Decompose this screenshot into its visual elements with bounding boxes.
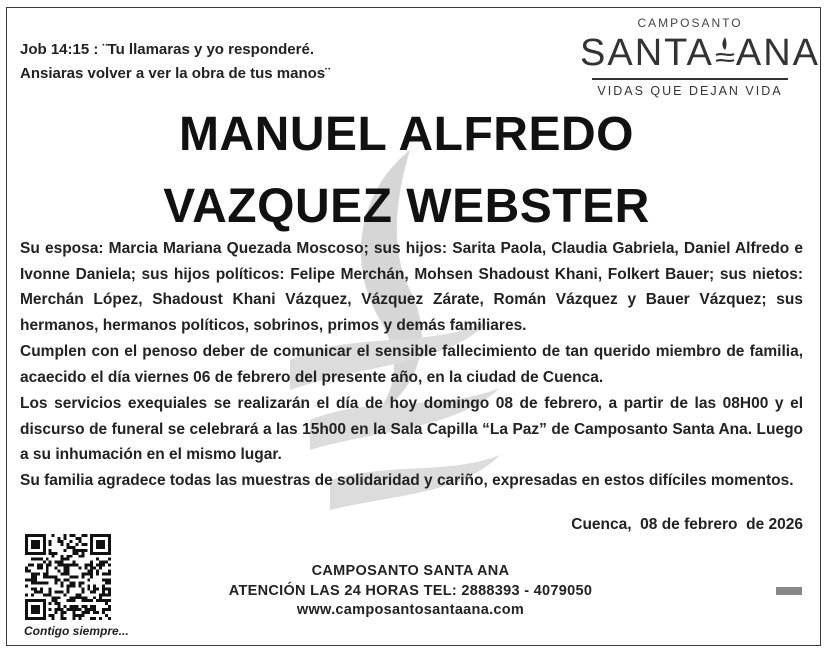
logo-brand xyxy=(580,32,821,74)
family-paragraph: Su esposa: Marcia Mariana Quezada Moscoso; sus hijos: Sarita Paola, Claudia Gabriela, Daniel Alfredo e Ivonne Daniela; sus hijos políticos: Felipe Merchán, Mohsen Shadoust Khani, Folkert Bauer; sus nietos: Merchán López, Shadoust Khani Vázquez, Vázquez Zárate, Román Vázquez y Bauer Vázquez; sus hermanos, hermanos políticos, sobrinos, primos y demás familiares. xyxy=(20,240,803,334)
quote-line-1: Job 14:15 : ¨Tu llamaras y yo responderé. xyxy=(20,41,314,58)
logo-tagline: VIDAS QUE DEJAN VIDA xyxy=(597,84,783,98)
footer-website: www.camposantosantaana.com xyxy=(296,602,525,618)
services-paragraph: Los servicios exequiales se realizarán el día de hoy domingo 08 de febrero, a partir de las 08H00 y el discurso de funeral se celebrará a las 15h00 en la Sala Capilla “La Paz” de Camposanto Santa Ana. Luego a su inhumación en el mismo lugar. xyxy=(20,395,803,463)
deceased-name-line-1: MANUEL ALFREDO xyxy=(179,108,634,161)
motto: Contigo siempre... xyxy=(24,624,129,638)
camposanto-logo xyxy=(580,12,821,112)
logo-brand-left: SANTA xyxy=(580,32,714,74)
footer-company-name: CAMPOSANTO SANTA ANA xyxy=(311,563,510,579)
flame-icon xyxy=(714,35,736,69)
announcement-paragraph: Cumplen con el penoso deber de comunicar el sensible fallecimiento de tan querido miembro de familia, acaecido el día viernes 06 de febrero del presente año, en la ciudad de Cuenca. xyxy=(20,343,803,386)
logo-divider xyxy=(592,78,788,80)
dateline: Cuenca, 08 de febrero de 2026 xyxy=(571,516,803,533)
deceased-name-line-2: VAZQUEZ WEBSTER xyxy=(163,180,650,233)
quote-line-2: Ansiaras volver a ver la obra de tus manos¨ xyxy=(20,65,331,82)
footer-phones: ATENCIÓN LAS 24 HORAS TEL: 2888393 - 4079050 xyxy=(228,583,593,599)
gray-marker xyxy=(776,587,802,595)
thanks-paragraph: Su familia agradece todas las muestras de solidaridad y cariño, expresadas en estos difíciles momentos. xyxy=(20,472,794,489)
logo-top-text: CAMPOSANTO xyxy=(637,16,743,30)
logo-brand-right: ANA xyxy=(735,32,821,74)
bible-quote xyxy=(20,38,330,86)
